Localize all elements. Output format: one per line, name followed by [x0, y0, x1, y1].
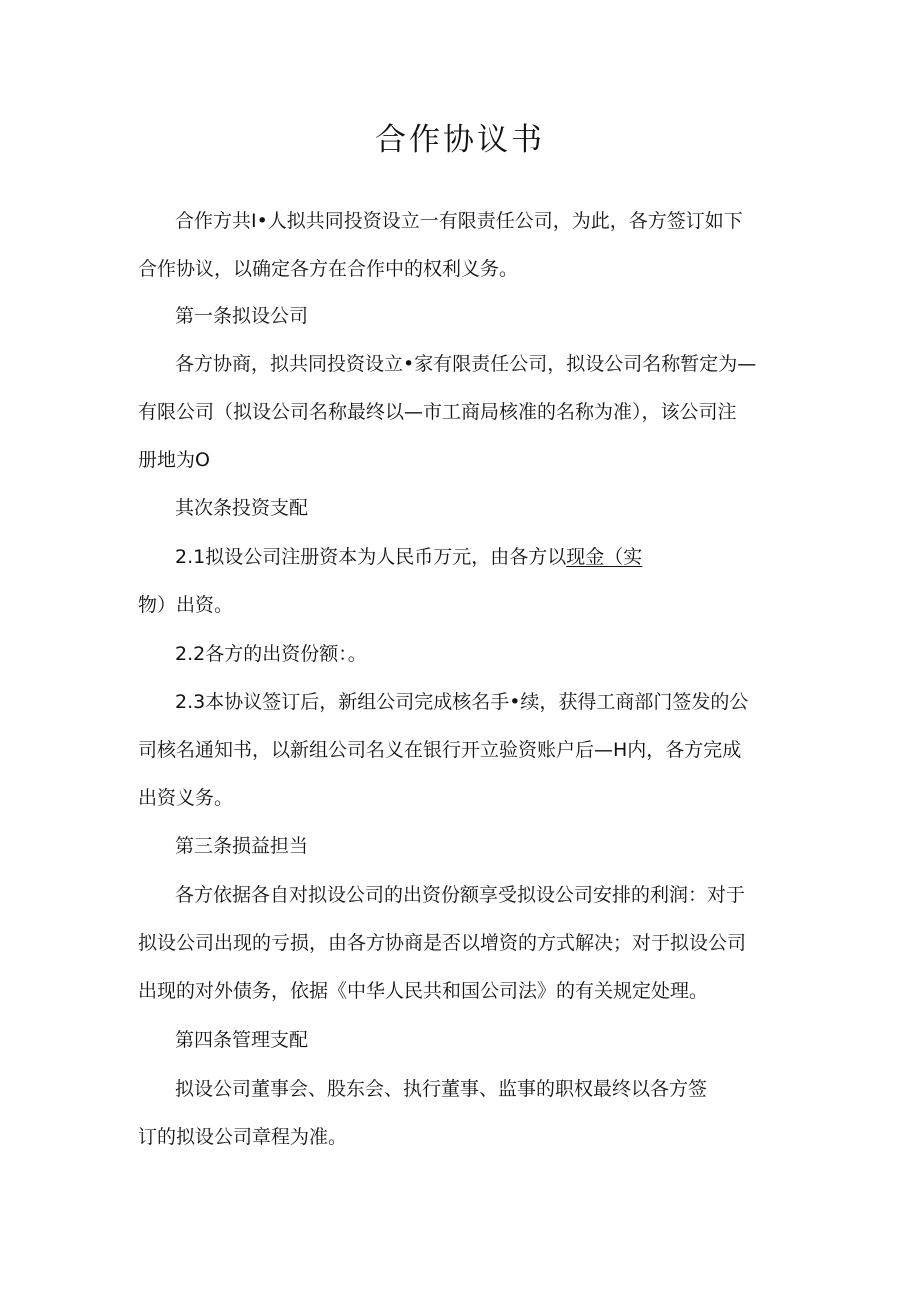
article-4-paragraph — [138, 1077, 788, 1149]
article-3-line-3: 出现的对外债务，依据《中华人民共和国公司法》的有关规定处理。 — [138, 980, 709, 1002]
article-4-heading — [138, 1028, 788, 1052]
clause-2-1-line-2: 物）出资。 — [138, 594, 234, 616]
article-3-heading-text: 第三条损益担当 — [175, 835, 309, 857]
article-4-line-2: 订的拟设公司章程为准。 — [138, 1126, 348, 1148]
article-3-line-2: 拟设公司出现的亏损，由各方协商是否以增资的方式解决；对于拟设公司 — [138, 932, 747, 954]
document-title: 合作协议书 — [375, 122, 545, 158]
intro-line-1: 合作方共I•人拟共同投资设立一有限责任公司，为此，各方签订如下 — [175, 210, 743, 232]
article-3-heading — [138, 834, 788, 858]
clause-2-3-line-1: 2.3本协议签订后，新组公司完成核名手•续，获得工商部门签发的公 — [175, 691, 749, 713]
article-2-heading — [138, 496, 788, 520]
clause-2-3-line-2: 司核名通知书，以新组公司名义在银行开立验资账户后—H内，各方完成 — [138, 739, 742, 761]
article-1-paragraph — [138, 352, 788, 472]
article-2-clause-2 — [138, 642, 788, 666]
article-1-line-2: 有限公司（拟设公司名称最终以—市工商局核准的名称为准），该公司注 — [138, 401, 737, 423]
clause-2-1-underlined-text: 现金（实 — [566, 546, 643, 568]
article-3-line-1: 各方依据各自对拟设公司的出资份额享受拟设公司安排的利润：对于 — [175, 884, 746, 906]
intro-paragraph — [138, 209, 788, 281]
article-1-heading-text: 第一条拟设公司 — [175, 305, 309, 327]
clause-2-3-line-3: 出资义务。 — [138, 787, 234, 809]
article-3-paragraph — [138, 883, 788, 1003]
clause-2-1-line-1 — [138, 545, 788, 569]
article-4-line-1: 拟设公司董事会、股东会、执行董事、监事的职权最终以各方签 — [175, 1078, 708, 1100]
article-2-clause-3 — [138, 690, 788, 810]
intro-line-2: 合作协议，以确定各方在合作中的权利义务。 — [138, 258, 519, 280]
article-1-heading — [138, 304, 788, 328]
clause-2-2-text: 2.2各方的出资份额：。 — [175, 643, 367, 665]
clause-2-1-text: 2.1拟设公司注册资本为人民币万元，由各方以 — [175, 546, 567, 568]
article-2-clause-1 — [138, 545, 788, 617]
article-1-line-1: 各方协商，拟共同投资设立•家有限责任公司，拟设公司名称暂定为— — [175, 353, 757, 375]
article-4-heading-text: 第四条管理支配 — [175, 1029, 309, 1051]
article-1-line-3: 册地为O — [138, 449, 210, 471]
article-2-heading-text: 其次条投资支配 — [175, 497, 309, 519]
